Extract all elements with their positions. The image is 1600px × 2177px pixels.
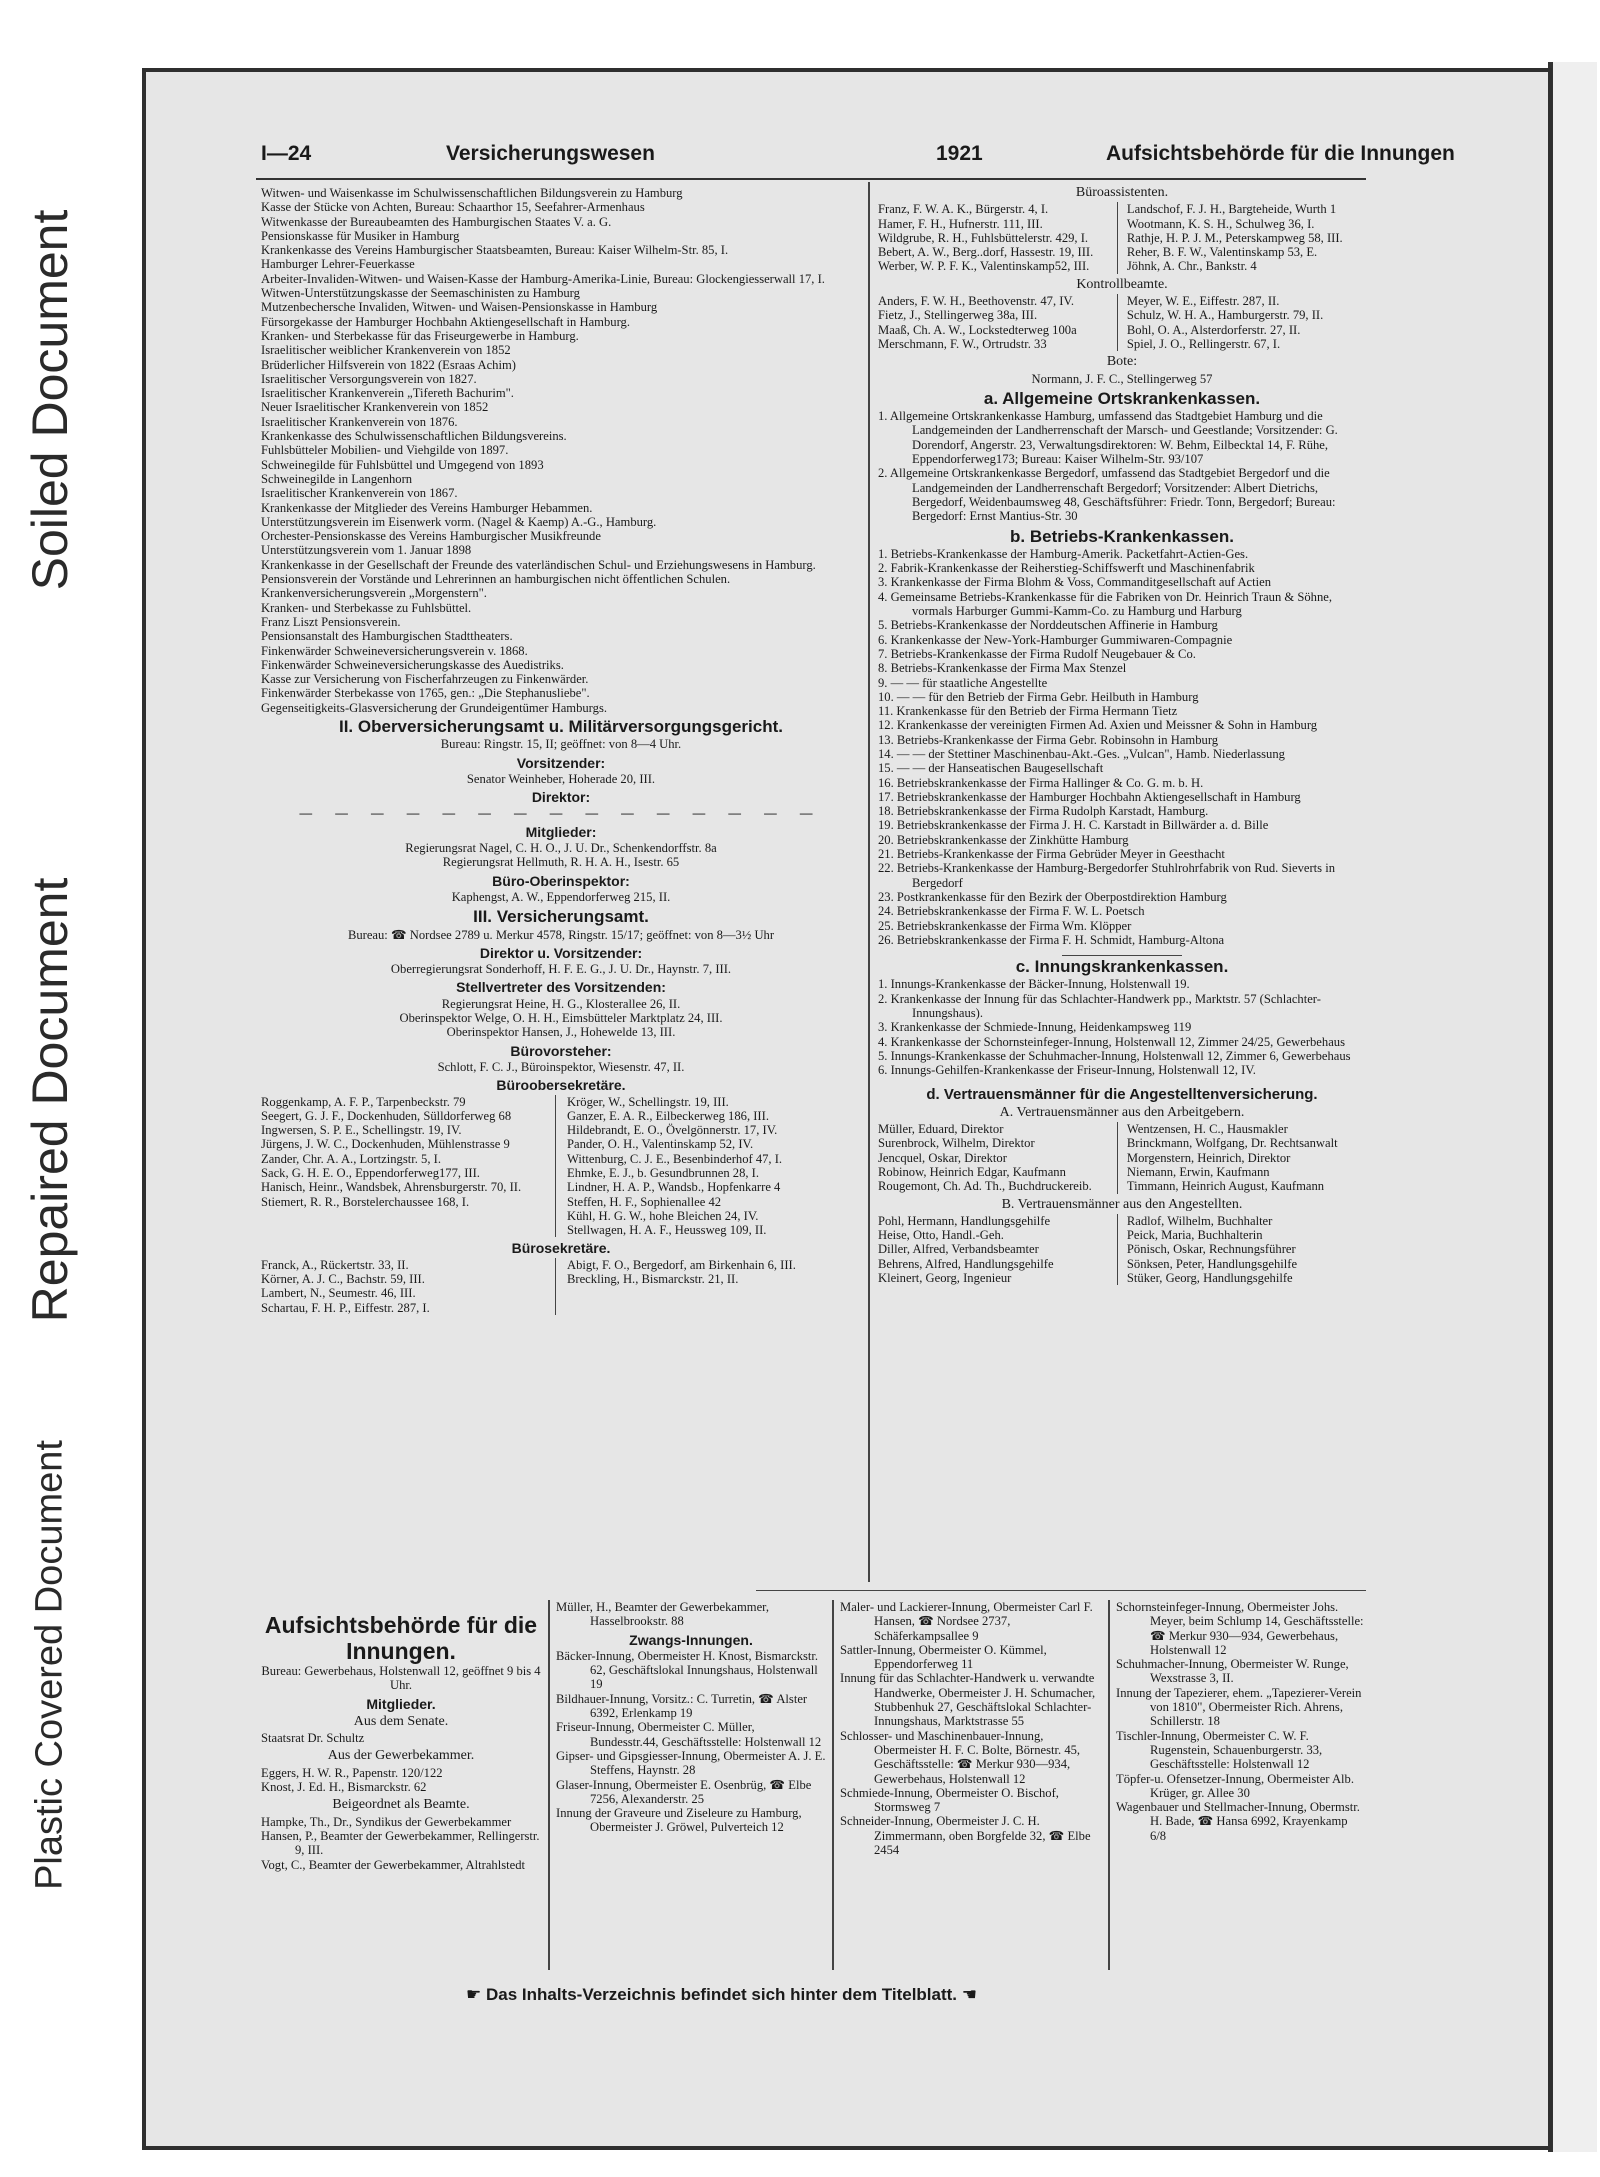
bueroassistenten-right: [1127, 202, 1366, 273]
innungskrankenkasse-entry: 1. Innungs-Krankenkasse der Bäcker-Innung, Holstenwall 19.: [878, 977, 1190, 992]
bueroobersekretaer: Hanisch, Heinr., Wandsbek, Ahrensburgerstr. 70, II.: [261, 1180, 522, 1195]
gewerbekammer-member: Knost, J. Ed. H., Bismarckstr. 62: [261, 1780, 427, 1795]
ortskrankenkassen-list: [878, 409, 1366, 523]
scanned-page: [142, 68, 1552, 2150]
innungen-list-3: [840, 1600, 1102, 1857]
vertrauensmann: Rougemont, Ch. Ad. Th., Buchdruckereib.: [878, 1179, 1092, 1194]
gewerbekammer-member: Eggers, H. W. R., Papenstr. 120/122: [261, 1765, 443, 1780]
footer-note: ☛ Das Inhalts-Verzeichnis befindet sich hinter dem Titelblatt. ☚: [466, 1985, 977, 2004]
betriebskrankenkasse-entry: 16. Betriebskrankenkasse der Firma Hallinger & Co. G. m. b. H.: [878, 775, 1204, 790]
angestellte-left: [878, 1214, 1118, 1285]
innungskrankenkasse-entry: 4. Krankenkasse der Schornsteinfeger-Innung, Holstenwall 12, Zimmer 24/25, Gewerbehaus: [878, 1034, 1345, 1049]
innung-entry: Tischler-Innung, Obermeister C. W. F. Rugenstein, Schauenburgerstr. 33, Geschäftsstelle: Holstenwall 12: [1116, 1728, 1323, 1772]
bueroassistent: Wootmann, K. S. H., Schulweg 36, I.: [1126, 216, 1315, 231]
betriebskrankenkasse-entry: 1. Betriebs-Krankenkasse der Hamburg-Amerik. Packetfahrt-Actien-Ges.: [878, 546, 1249, 561]
header-rule: [256, 178, 1366, 180]
kasse-entry: Neuer Israelitischer Krankenverein von 1852: [261, 400, 489, 415]
soiled-document-label: Soiled Document: [22, 209, 78, 591]
kasse-entry: Israelitischer Krankenverein „Tifereth Bachurim".: [261, 386, 514, 401]
paper-edge: [1548, 62, 1597, 2152]
kasse-entry: Finkenwärder Sterbekasse von 1765, gen.: „Die Stephanusliebe".: [261, 686, 590, 701]
beamter: Hampke, Th., Dr., Syndikus der Gewerbekammer: [261, 1814, 512, 1829]
kontrollbeamter: Anders, F. W. H., Beethovenstr. 47, IV.: [878, 294, 1075, 309]
vertrauensmann: Surenbrock, Wilhelm, Direktor: [878, 1136, 1035, 1151]
betriebskrankenkasse-entry: 15. — — der Hanseatischen Baugesellschaft: [878, 761, 1104, 776]
bueroassistent: Bebert, A. W., Berg..dorf, Hassestr. 19, III.: [878, 245, 1094, 260]
zwangs-innungen-list: [556, 1649, 826, 1835]
direktor-vorsitzender-heading: Direktor u. Vorsitzender:: [479, 944, 643, 961]
kasse-entry: Witwen- und Waisenkasse im Schulwissenschaftlichen Bildungsverein zu Hamburg: [261, 186, 683, 200]
bueroobersekretaere-left: [261, 1095, 556, 1238]
ortskrankenkasse-entry: 2. Allgemeine Ortskrankenkasse Bergedorf, umfassend das Stadtgebiet Bergedorf und die Landgemeinden der Landherrenschaft Bergedorf; Vorsitzender: Albert Dietrichs, Bergedorf, Weidenbaumsweg 48, Geschäftsführer: Friedr. Tonn, Bergedorf; Bureau: Bergedorf: Ernst Mantius-Str. 30: [878, 466, 1336, 524]
betriebskrankenkasse-entry: 6. Krankenkasse der New-York-Hamburger Gummiwaren-Compagnie: [878, 632, 1233, 647]
angestellte-heading: B. Vertrauensmänner aus den Angestellten.: [1001, 1196, 1243, 1212]
innung-entry: Schmiede-Innung, Obermeister O. Bischof, Stormsweg 7: [840, 1785, 1059, 1815]
vertrauensmann: Heise, Otto, Handl.-Geh.: [878, 1228, 1004, 1243]
ortskrankenkassen-heading: a. Allgemeine Ortskrankenkassen.: [983, 388, 1261, 408]
buero-oberinspektor: Kaphengst, A. W., Eppendorferweg 215, II.: [451, 889, 671, 904]
beamter: Hansen, P., Beamter der Gewerbekammer, Rellingerstr. 9, III.: [261, 1828, 540, 1858]
betriebskrankenkassen-list: [878, 547, 1366, 947]
betriebskrankenkasse-entry: 3. Krankenkasse der Firma Blohm & Voss, Commanditgesellschaft auf Actien: [878, 575, 1272, 590]
bote: Normann, J. F. C., Stellingerweg 57: [1031, 371, 1213, 386]
bueroassistent: Franz, F. W. A. K., Bürgerstr. 4, I.: [878, 202, 1049, 217]
kasse-entry: Kranken- und Sterbekasse zu Fuhlsbüttel.: [261, 600, 472, 615]
buerovorsteher-heading: Bürovorsteher:: [510, 1042, 612, 1059]
bueroobersekretaer: Jürgens, J. W. C., Dockenhuden, Mühlenstrasse 9: [261, 1137, 510, 1152]
bueroobersekretaer: Kröger, W., Schellingstr. 19, III.: [567, 1094, 729, 1109]
buerosekretaer: Schartau, F. H. P., Eiffestr. 287, I.: [261, 1300, 430, 1315]
vertrauensmann: Pohl, Hermann, Handlungsgehilfe: [878, 1213, 1051, 1228]
innungskrankenkassen-heading: c. Innungskrankenkassen.: [1015, 957, 1229, 977]
vertrauensmann: Stüker, Georg, Handlungsgehilfe: [1126, 1271, 1293, 1286]
versicherungsamt-bureau: Bureau: ☎ Nordsee 2789 u. Merkur 4578, Ringstr. 15/17; geöffnet: von 8—3½ Uhr: [347, 927, 775, 942]
innung-entry: Glaser-Innung, Obermeister E. Osenbrüg, ☎ Elbe 7256, Alexanderstr. 25: [556, 1777, 812, 1806]
gewerbekammer-beamter: Müller, H., Beamter der Gewerbekammer, Hasselbrookstr. 88: [556, 1600, 769, 1629]
vertrauensmann: Morgenstern, Heinrich, Direktor: [1126, 1150, 1291, 1165]
right-column: [878, 186, 1366, 1285]
kontrollbeamter: Bohl, O. A., Alsterdorferstr. 27, II.: [1126, 322, 1301, 337]
mitglied: Regierungsrat Nagel, C. H. O., J. U. Dr., Schenkendorffstr. 8a: [405, 841, 717, 856]
kontrollbeamte-left: [878, 294, 1118, 351]
bottom-column-3: [840, 1600, 1102, 1857]
kasse-entry: Krankenversicherungsverein „Morgenstern".: [261, 586, 487, 601]
bottom-column-2: [556, 1600, 826, 1835]
column-divider: [868, 182, 870, 1582]
section-divider: [1062, 955, 1182, 956]
senat-heading: Aus dem Senate.: [353, 1713, 449, 1729]
kasse-entry: Arbeiter-Invaliden-Witwen- und Waisen-Kasse der Hamburg-Amerika-Linie, Bureau: Glockengiesserwall 17, I.: [261, 271, 825, 286]
betriebskrankenkasse-entry: 13. Betriebs-Krankenkasse der Firma Gebr. Robinsohn in Hamburg: [878, 732, 1219, 747]
betriebskrankenkasse-entry: 21. Betriebs-Krankenkasse der Firma Gebrüder Meyer in Geesthacht: [878, 847, 1225, 862]
stellvertreter: Regierungsrat Heine, H. G., Klosterallee 26, II.: [441, 996, 681, 1011]
betriebskrankenkasse-entry: 23. Postkrankenkasse für den Bezirk der Oberpostdirektion Hamburg: [878, 889, 1227, 904]
vertrauensmann: Brinckmann, Wolfgang, Dr. Rechtsanwalt: [1126, 1136, 1338, 1151]
innungskrankenkasse-entry: 2. Krankenkasse der Innung für das Schlachter-Handwerk pp., Marktstr. 57 (Schlachter-Innungshaus).: [878, 991, 1321, 1021]
kasse-entry: Fürsorgekasse der Hamburger Hochbahn Aktiengesellschaft in Hamburg.: [261, 314, 630, 329]
kasse-entry: Israelitischer Versorgungsverein von 1827.: [261, 371, 477, 386]
innungskrankenkassen-list: [878, 977, 1366, 1077]
bottom-column-4: [1116, 1600, 1366, 1843]
betriebskrankenkasse-entry: 22. Betriebs-Krankenkasse der Hamburg-Bergedorfer Stuhlrohrfabrik von Rud. Sieverts in Bergedorf: [878, 861, 1335, 890]
repaired-document-label: Repaired Document: [22, 877, 78, 1323]
betriebskrankenkasse-entry: 26. Betriebskrankenkasse der Firma F. H. Schmidt, Hamburg-Altona: [878, 932, 1225, 947]
vertrauensmann: Diller, Alfred, Verbandsbeamter: [878, 1242, 1039, 1257]
kasse-entry: Israelitischer Krankenverein von 1867.: [261, 486, 458, 501]
innung-entry: Schornsteinfeger-Innung, Obermeister Johs. Meyer, beim Schlump 14, Geschäftsstelle: ☎ Merkur 930—934, Gewerbehaus, Holstenwall 12: [1116, 1600, 1364, 1657]
direktor-vorsitzender: Oberregierungsrat Sonderhoff, H. F. E. G., J. U. Dr., Haynstr. 7, III.: [390, 962, 732, 977]
versicherungsamt-title: III. Versicherungsamt.: [473, 907, 649, 927]
section-title: Versicherungswesen: [446, 142, 655, 165]
betriebskrankenkasse-entry: 14. — — der Stettiner Maschinenbau-Akt.-Ges. „Vulcan", Hamb. Niederlassung: [878, 746, 1285, 761]
innung-entry: Sattler-Innung, Obermeister O. Kümmel, Eppendorferweg 11: [840, 1642, 1047, 1672]
bueroobersekretaer: Stellwagen, H. A. F., Heussweg 109, II.: [567, 1223, 767, 1238]
betriebskrankenkasse-entry: 20. Betriebskrankenkasse der Zinkhütte Hamburg: [878, 832, 1129, 847]
kontrollbeamte-heading: Kontrollbeamte.: [1076, 276, 1168, 292]
arbeitgeber-right: [1127, 1122, 1366, 1193]
bueroassistenten-list: [878, 202, 1366, 273]
left-column: [261, 186, 861, 1315]
kasse-entry: Pensionsverein der Vorstände und Lehrerinnen an hamburgischen nicht öffentlichen Schulen.: [261, 572, 731, 587]
arbeitgeber-heading: A. Vertrauensmänner aus den Arbeitgebern.: [999, 1104, 1245, 1120]
betriebskrankenkasse-entry: 5. Betriebs-Krankenkasse der Norddeutschen Affinerie in Hamburg: [878, 618, 1218, 633]
buerovorsteher: Schlott, F. C. J., Büroinspektor, Wiesenstr. 47, II.: [437, 1059, 685, 1074]
kasse-entry: Hamburger Lehrer-Feuerkasse: [261, 257, 415, 272]
kasse-entry: Gegenseitigkeits-Glasversicherung der Grundeigentümer Hamburgs.: [261, 700, 607, 715]
kasse-entry: Mutzenbechersche Invaliden, Witwen- und Waisen-Pensionskasse in Hamburg: [261, 300, 658, 315]
kontrollbeamter: Merschmann, F. W., Ortrudstr. 33: [878, 336, 1047, 351]
kasse-entry: Krankenkasse des Vereins Hamburgischer Staatsbeamten, Bureau: Kaiser Wilhelm-Str. 85, I.: [261, 243, 729, 258]
kasse-entry: Pensionsanstalt des Hamburgischen Stadttheaters.: [261, 629, 513, 644]
innung-entry: Innung der Tapezierer, ehem. „Tapezierer-Verein von 1810", Obermeister Rich. Ahrens, Schillerstr. 18: [1116, 1685, 1362, 1729]
oberversicherungsamt-bureau: Bureau: Ringstr. 15, II; geöffnet: von 8—4 Uhr.: [440, 737, 682, 752]
kasse-entry: Orchester-Pensionskasse des Vereins Hamburgischer Musikfreunde: [261, 529, 601, 544]
innung-entry: Töpfer-u. Ofensetzer-Innung, Obermeister Alb. Krüger, gr. Allee 30: [1116, 1771, 1354, 1800]
kasse-entry: Unterstützungsverein vom 1. Januar 1898: [261, 543, 472, 558]
betriebskrankenkasse-entry: 7. Betriebs-Krankenkasse der Firma Rudolf Neugebauer & Co.: [878, 646, 1196, 661]
kasse-entry: Witwenkasse der Bureaubeamten des Hamburgischen Staates V. a. G.: [261, 214, 612, 229]
betriebskrankenkasse-entry: 10. — — für den Betrieb der Firma Gebr. Heilbuth in Hamburg: [878, 689, 1199, 704]
innungen-list-4: [1116, 1600, 1366, 1843]
direktor-heading: Direktor:: [531, 789, 591, 806]
column-divider: [1108, 1600, 1110, 1970]
betriebskrankenkasse-entry: 4. Gemeinsame Betriebs-Krankenkasse für die Fabriken von Dr. Heinrich Traun & Söhne, vormals Harburger Gummi-Kamm-Co. zu Hamburg und Harburg: [878, 589, 1332, 619]
kasse-entry: Franz Liszt Pensionsverein.: [261, 614, 401, 629]
vertrauensmann: Kleinert, Georg, Ingenieur: [878, 1271, 1012, 1286]
vertrauensmann: Pönisch, Oskar, Rechnungsführer: [1126, 1242, 1296, 1257]
betriebskrankenkasse-entry: 12. Krankenkasse der vereinigten Firmen Ad. Axien und Meissner & Sohn in Hamburg: [878, 718, 1318, 733]
buerosekretaer: Franck, A., Rückertstr. 33, II.: [261, 1257, 409, 1272]
bueroobersekretaer: Ehmke, E. J., b. Gesundbrunnen 28, I.: [567, 1166, 760, 1180]
aufsichtsbehoerde-bureau: Bureau: Gewerbehaus, Holstenwall 12, geöffnet 9 bis 4 Uhr.: [261, 1664, 541, 1693]
bueroobersekretaer: Ganzer, E. A. R., Eilbeckerweg 186, III.: [567, 1108, 769, 1123]
page-header: [236, 142, 1455, 176]
betriebskrankenkasse-entry: 24. Betriebskrankenkasse der Firma F. W. L. Poetsch: [878, 904, 1145, 919]
kasse-entry: Pensionskasse für Musiker in Hamburg: [261, 228, 460, 243]
angestellte-list: [878, 1214, 1366, 1285]
bueroobersekretaere-list: [261, 1095, 861, 1238]
side-labels: [0, 0, 100, 2177]
innung-entry: Innung der Graveure und Ziseleure zu Hamburg, Obermeister J. Gröwel, Pulverteich 12: [556, 1806, 802, 1835]
zwangs-innungen-heading: Zwangs-Innungen.: [629, 1631, 753, 1648]
kasse-entry: Unterstützungsverein im Eisenwerk vorm. (Nagel & Kaemp) A.-G., Hamburg.: [261, 514, 657, 529]
stellvertreter: Oberinspektor Hansen, J., Hohewelde 13, III.: [446, 1025, 676, 1040]
page-content: [236, 120, 1526, 2110]
buerosekretaer: Lambert, N., Seumestr. 46, III.: [261, 1286, 416, 1301]
arbeitgeber-list: [878, 1122, 1366, 1193]
vorsitzender-heading: Vorsitzender:: [516, 754, 606, 771]
kontrollbeamter: Maaß, Ch. A. W., Lockstedterweg 100a: [878, 322, 1077, 337]
beamter: Vogt, C., Beamter der Gewerbekammer, Altrahlstedt: [261, 1857, 526, 1872]
ortskrankenkasse-entry: 1. Allgemeine Ortskrankenkasse Hamburg, umfassend das Stadtgebiet Hamburg und die Landgemeinden der Landherrenschaft der Marsch- und Geestlande; Vorsitzender: G. Dorendorf, Angerstr. 23, Verwaltungsdirektoren: W. Behm, Eilbecktal 14, F. Rühe, Eppendorferweg173; Bureau: Kaiser Wilhelm-Str. 93/107: [878, 409, 1338, 467]
innung-entry: Schuhmacher-Innung, Obermeister W. Runge, Wexstrasse 3, II.: [1116, 1657, 1349, 1686]
kasse-entry: Israelitischer Krankenverein von 1876.: [261, 414, 458, 429]
buerosekretaer: Breckling, H., Bismarckstr. 21, II.: [567, 1272, 739, 1287]
vertrauensmann: Jencquel, Oskar, Direktor: [878, 1150, 1007, 1165]
innungskrankenkasse-entry: 3. Krankenkasse der Schmiede-Innung, Heidenkampsweg 119: [878, 1020, 1192, 1035]
vertrauensmann: Müller, Eduard, Direktor: [878, 1122, 1004, 1137]
mitglieder-heading: Mitglieder:: [525, 823, 597, 840]
innung-entry: Gipser- und Gipsgiesser-Innung, Obermeister A. J. E. Steffens, Haynstr. 28: [556, 1748, 826, 1778]
innungskrankenkasse-entry: 6. Innungs-Gehilfen-Krankenkasse der Friseur-Innung, Holstenwall 12, IV.: [878, 1063, 1256, 1078]
kontrollbeamter: Spiel, J. O., Rellingerstr. 67, I.: [1126, 336, 1281, 351]
bueroobersekretaere-right: [567, 1095, 861, 1238]
buerosekretaere-heading: Bürosekretäre.: [511, 1240, 611, 1257]
kasse-entry: Krankenkasse der Mitglieder des Vereins Hamburger Hebammen.: [261, 500, 593, 515]
beamte-list: [261, 1815, 541, 1872]
bueroobersekretaer: Kühl, H. G. W., hohe Bleichen 24, IV.: [567, 1208, 759, 1223]
innung-entry: Innung für das Schlachter-Handwerk u. verwandte Handwerke, Obermeister J. H. Schumacher, Stubbenhuk 27, Geschäftslokal Schlachter-Innungshaus, Marktstrasse 55: [840, 1671, 1096, 1729]
kasse-entry: Kasse der Stücke von Achten, Bureau: Schaarthor 15, Seefahrer-Armenhaus: [261, 200, 645, 215]
senat-member: Staatsrat Dr. Schultz: [261, 1731, 365, 1746]
bueroobersekretaere-heading: Büroobersekretäre.: [496, 1077, 626, 1094]
stellvertreter-heading: Stellvertreter des Vorsitzenden:: [456, 979, 666, 996]
bueroassistent: Hamer, F. H., Hufnerstr. 111, III.: [878, 216, 1043, 231]
betriebskrankenkasse-entry: 19. Betriebskrankenkasse der Firma J. H. C. Karstadt in Billwärder a. d. Bille: [878, 818, 1269, 833]
column-divider: [832, 1600, 834, 1970]
bueroobersekretaer: Sack, G. H. E. O., Eppendorferweg177, III.: [261, 1166, 480, 1180]
kassen-list: [261, 186, 861, 715]
kasse-entry: Fuhlsbütteler Mobilien- und Viehgilde von 1897.: [261, 443, 509, 458]
innung-entry: Bildhauer-Innung, Vorsitz.: C. Turretin, ☎ Alster 6392, Erlenkamp 19: [556, 1691, 808, 1721]
innung-entry: Maler- und Lackierer-Innung, Obermeister Carl F. Hansen, ☎ Nordsee 2737, Schäferkampsallee 9: [840, 1600, 1093, 1643]
vertrauensmann: Sönksen, Peter, Handlungsgehilfe: [1126, 1256, 1298, 1271]
innung-entry: Schneider-Innung, Obermeister J. C. H. Zimmermann, oben Borgfelde 32, ☎ Elbe 2454: [840, 1814, 1091, 1858]
bueroassistenten-left: [878, 202, 1118, 273]
page-number: I—24: [261, 142, 312, 165]
vertrauensmann: Robinow, Heinrich Edgar, Kaufmann: [878, 1165, 1066, 1179]
betriebskrankenkasse-entry: 11. Krankenkasse für den Betrieb der Firma Hermann Tietz: [878, 704, 1178, 719]
innung-entry: Friseur-Innung, Obermeister C. Müller, Bundesstr.44, Geschäftsstelle: Holstenwall 12: [556, 1720, 822, 1749]
innung-entry: Schlosser- und Maschinenbauer-Innung, Obermeister H. F. C. Bolte, Börnestr. 45, Geschäftsstelle: ☎ Merkur 930—934, Gewerbehaus, Holstenwall 12: [840, 1728, 1081, 1786]
buero-oberinspektor-heading: Büro-Oberinspektor:: [492, 872, 630, 889]
bueroobersekretaer: Pander, O. H., Valentinskamp 52, IV.: [567, 1137, 754, 1152]
oberversicherungsamt-title: II. Oberversicherungsamt u. Militärversorgungsgericht.: [338, 716, 783, 736]
bottom-column-1: [261, 1612, 541, 1872]
kasse-entry: Finkenwärder Schweineversicherungsverein v. 1868.: [261, 643, 528, 658]
betriebskrankenkasse-entry: 2. Fabrik-Krankenkasse der Reiherstieg-Schiffswerft und Maschinenfabrik: [878, 561, 1255, 576]
betriebskrankenkasse-entry: 17. Betriebskrankenkasse der Hamburger Hochbahn Aktiengesellschaft in Hamburg: [878, 789, 1301, 804]
kontrollbeamter: Schulz, W. H. A., Hamburgerstr. 79, II.: [1126, 308, 1324, 323]
kasse-entry: Kasse zur Versicherung von Fischerfahrzeugen zu Finkenwärder.: [261, 672, 589, 687]
angestellte-right: [1127, 1214, 1366, 1285]
bueroassistent: Jöhnk, A. Chr., Bankstr. 4: [1126, 259, 1257, 274]
betriebskrankenkasse-entry: 18. Betriebskrankenkasse der Firma Rudolph Karstadt, Hamburg.: [878, 804, 1209, 819]
vertrauensmann: Wentzensen, H. C., Hausmakler: [1126, 1122, 1288, 1137]
gewerbekammer-heading: Aus der Gewerbekammer.: [327, 1748, 475, 1764]
innung-entry: Wagenbauer und Stellmacher-Innung, Obermstr. H. Bade, ☎ Hansa 6992, Krayenkamp 6/8: [1116, 1800, 1360, 1843]
mitglieder-heading: Mitglieder.: [366, 1695, 436, 1712]
vorsitzender: Senator Weinheber, Hoherade 20, III.: [466, 771, 656, 786]
bueroobersekretaer: Roggenkamp, A. F. P., Tarpenbeckstr. 79: [261, 1094, 466, 1109]
bueroobersekretaer: Zander, Chr. A. A., Lortzingstr. 5, I.: [261, 1151, 441, 1166]
kontrollbeamte-list: [878, 294, 1366, 351]
buerosekretaere-left: [261, 1258, 556, 1315]
year: 1921: [936, 142, 983, 165]
stellvertreter: Oberinspektor Welge, O. H. H., Eimsbütteler Marktplatz 24, III.: [399, 1011, 723, 1026]
bueroobersekretaer: Stiemert, R. R., Borstelerchaussee 168, I.: [261, 1194, 470, 1209]
arbeitgeber-left: [878, 1122, 1118, 1193]
vertrauensmann: Behrens, Alfred, Handlungsgehilfe: [878, 1256, 1054, 1271]
bueroassistenten-heading: Büroassistenten.: [1075, 185, 1169, 200]
bueroassistent: Werber, W. P. F. K., Valentinskamp52, III.: [878, 259, 1090, 274]
innungskrankenkasse-entry: 5. Innungs-Krankenkasse der Schuhmacher-Innung, Holstenwall 12, Zimmer 6, Gewerbehaus: [878, 1048, 1351, 1063]
buerosekretaer: Körner, A. J. C., Bachstr. 59, III.: [261, 1272, 425, 1287]
kasse-entry: Kranken- und Sterbekasse für das Friseurgewerbe in Hamburg.: [261, 328, 579, 343]
kasse-entry: Schweinegilde für Fuhlsbüttel und Umgegend von 1893: [261, 457, 544, 472]
vertrauensmann: Peick, Maria, Buchhalterin: [1126, 1228, 1263, 1243]
kasse-entry: Witwen-Unterstützungskasse der Seemaschinisten zu Hamburg: [261, 286, 580, 301]
vertrauensmann: Niemann, Erwin, Kaufmann: [1126, 1165, 1270, 1179]
vertrauensmann: Radlof, Wilhelm, Buchhalter: [1126, 1213, 1273, 1228]
aufsichtsbehoerde-title: Aufsichtsbehörde für die Innungen.: [264, 1612, 538, 1664]
kasse-entry: Israelitischer weiblicher Krankenverein von 1852: [261, 343, 511, 358]
betriebskrankenkasse-entry: 9. — — für staatliche Angestellte: [878, 675, 1048, 690]
bueroobersekretaer: Wittenburg, C. J. E., Besenbinderhof 47, I.: [567, 1151, 783, 1166]
bueroassistent: Reher, B. F. W., Valentinskamp 53, E.: [1126, 245, 1318, 260]
kontrollbeamter: Meyer, W. E., Eiffestr. 287, II.: [1126, 294, 1280, 309]
bueroassistent: Wildgrube, R. H., Fuhlsbüttelerstr. 429, I.: [878, 230, 1089, 245]
buerosekretaere-right: [567, 1258, 861, 1315]
plastic-covered-document-label: Plastic Covered Document: [28, 1440, 71, 1890]
vertrauensmann: Timmann, Heinrich August, Kaufmann: [1126, 1179, 1325, 1194]
bottom-section-rule: [756, 1590, 1366, 1591]
bueroobersekretaer: Ingwersen, S. P. E., Schellingstr. 19, IV.: [261, 1123, 462, 1138]
innung-entry: Bäcker-Innung, Obermeister H. Knost, Bismarckstr. 62, Geschäftslokal Innungshaus, Holstenwall 19: [556, 1648, 819, 1692]
kasse-entry: Brüderlicher Hilfsverein von 1822 (Esraas Achim): [261, 357, 516, 372]
header-title: Aufsichtsbehörde für die Innungen: [1106, 142, 1455, 165]
gewerbekammer-list: [261, 1766, 541, 1795]
bueroobersekretaer: Lindner, H. A. P., Wandsb., Hopfenkarre 4: [567, 1180, 781, 1195]
kasse-entry: Finkenwärder Schweineversicherungskasse des Auedistriks.: [261, 657, 564, 672]
bueroobersekretaer: Steffen, H. F., Sophienallee 42: [567, 1194, 722, 1209]
bote-heading: Bote:: [1106, 354, 1138, 370]
vertrauensmaenner-heading: d. Vertrauensmänner für die Angestelltenversicherung.: [926, 1085, 1318, 1103]
kontrollbeamte-right: [1127, 294, 1366, 351]
betriebskrankenkasse-entry: 25. Betriebskrankenkasse der Firma Wm. Klöpper: [878, 918, 1132, 933]
kasse-entry: Schweinegilde in Langenhorn: [261, 471, 413, 486]
direktor-vacant: — — — — — — — — — — — — — — —: [299, 806, 823, 821]
kasse-entry: Krankenkasse in der Gesellschaft der Freunde des vaterländischen Schul- und Erziehungswesens in Hamburg.: [261, 557, 816, 572]
beamte-heading: Beigeordnet als Beamte.: [332, 1797, 470, 1813]
kontrollbeamter: Fietz, J., Stellingerweg 38a, III.: [878, 308, 1038, 323]
betriebskrankenkassen-heading: b. Betriebs-Krankenkassen.: [1010, 526, 1234, 546]
kasse-entry: Krankenkasse des Schulwissenschaftlichen Bildungsvereins.: [261, 429, 567, 444]
buerosekretaere-list: [261, 1258, 861, 1315]
mitglied: Regierungsrat Hellmuth, R. H. A. H., Isestr. 65: [442, 855, 680, 870]
bueroassistent: Landschof, F. J. H., Bargteheide, Wurth 1: [1126, 202, 1337, 217]
column-divider: [548, 1600, 550, 1970]
betriebskrankenkasse-entry: 8. Betriebs-Krankenkasse der Firma Max Stenzel: [878, 661, 1127, 676]
bueroobersekretaer: Hildebrandt, E. O., Övelgönnerstr. 17, IV.: [567, 1123, 778, 1138]
buerosekretaer: Abigt, F. O., Bergedorf, am Birkenhain 6, III.: [567, 1257, 796, 1272]
bueroobersekretaer: Seegert, G. J. F., Dockenhuden, Sülldorferweg 68: [261, 1108, 512, 1123]
bueroassistent: Rathje, H. P. J. M., Peterskampweg 58, III.: [1126, 230, 1343, 245]
